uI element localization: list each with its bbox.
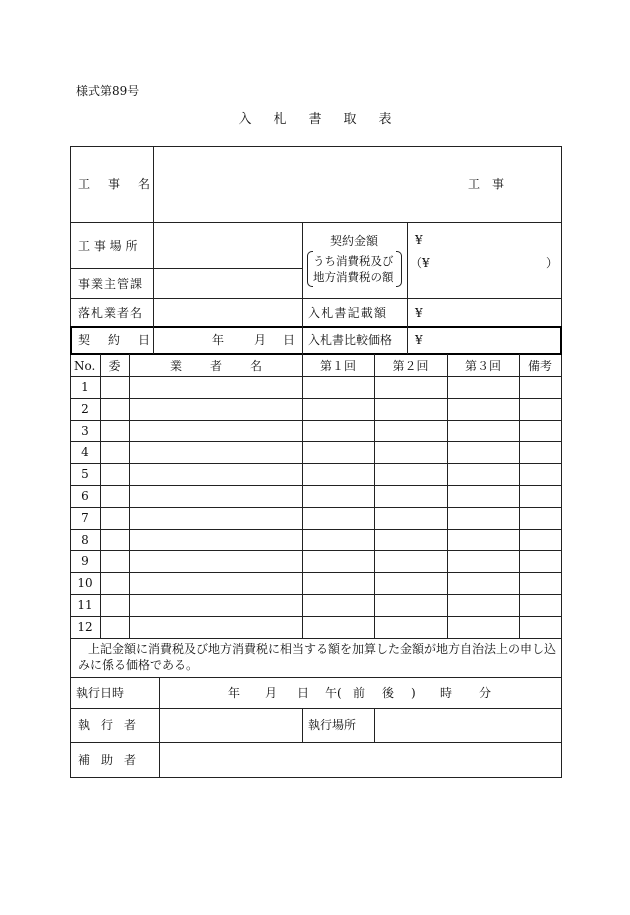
table-row-line bbox=[70, 398, 562, 399]
table-row-number: 2 bbox=[81, 401, 89, 416]
label-char: 執 bbox=[78, 718, 91, 732]
vline-commission bbox=[129, 354, 130, 638]
title-char: 書 bbox=[308, 112, 322, 127]
vline-round1 bbox=[374, 354, 375, 638]
header-round3: 第３回 bbox=[464, 359, 501, 373]
vline-company bbox=[302, 354, 303, 638]
frame-left bbox=[70, 146, 71, 778]
table-row-number: 4 bbox=[81, 445, 89, 460]
table-row-number: 1 bbox=[81, 380, 89, 394]
tax-paren-open: （¥ bbox=[410, 256, 430, 270]
table-row-line bbox=[70, 485, 562, 486]
vline-round3 bbox=[519, 354, 520, 638]
header-no: No. bbox=[74, 359, 96, 373]
label-compare-price: 入札書比較価格 bbox=[308, 333, 393, 347]
note-text bbox=[78, 641, 560, 673]
label-char: 者 bbox=[123, 718, 136, 732]
datetime-part: 月 bbox=[265, 686, 278, 700]
vline-round2 bbox=[447, 354, 448, 638]
table-row-line bbox=[70, 420, 562, 421]
table-row-line bbox=[70, 529, 562, 530]
header-round2: 第２回 bbox=[392, 359, 429, 373]
label-char: 行 bbox=[100, 718, 113, 732]
table-row-line bbox=[70, 616, 562, 617]
title-char: 札 bbox=[273, 112, 287, 127]
form-title bbox=[0, 108, 630, 127]
table-row-number: 11 bbox=[77, 598, 93, 612]
label-char: 契 bbox=[78, 333, 91, 347]
table-row-line bbox=[70, 572, 562, 573]
table-row-line bbox=[70, 550, 562, 551]
label-exec-datetime: 執行日時 bbox=[76, 686, 125, 700]
datetime-part: 年 bbox=[228, 686, 241, 700]
note-line1: 上記金額に消費税及び地方消費税に相当する額を加算した金額が地方自治法上の申し込 bbox=[88, 642, 557, 656]
tax-bracket-right bbox=[396, 251, 402, 287]
thick-bottom bbox=[70, 353, 562, 355]
thick-left bbox=[70, 326, 72, 355]
frame-right bbox=[561, 146, 562, 778]
vline-amount bbox=[407, 222, 408, 354]
line-note-bottom bbox=[70, 677, 562, 678]
vline-no bbox=[100, 354, 101, 638]
bid-amount-yen: ¥ bbox=[415, 306, 423, 320]
line-dept-bottom bbox=[70, 298, 562, 299]
table-row-line bbox=[70, 441, 562, 442]
table-row-number: 6 bbox=[81, 489, 89, 503]
datetime-part: 前 bbox=[353, 686, 366, 700]
vline-label-col bbox=[153, 146, 154, 354]
label-contract-date bbox=[78, 333, 150, 347]
table-row-number: 12 bbox=[77, 619, 93, 634]
header-company bbox=[170, 359, 262, 373]
label-char: 日 bbox=[137, 333, 150, 347]
datetime-part: 分 bbox=[479, 686, 492, 700]
label-dept: 事業主管課 bbox=[78, 277, 144, 291]
table-row-number: 7 bbox=[81, 510, 89, 525]
label-char: 名 bbox=[249, 359, 262, 373]
label-winner: 落札業者名 bbox=[78, 306, 144, 320]
vline-footer-label bbox=[159, 677, 160, 777]
label-char: 約 bbox=[107, 333, 120, 347]
vline-place-value bbox=[374, 708, 375, 742]
table-row-line bbox=[70, 507, 562, 508]
table-row-number: 9 bbox=[81, 554, 89, 569]
label-bid-amount: 入札書記載額 bbox=[308, 306, 388, 320]
table-row-number: 10 bbox=[77, 576, 93, 591]
tax-label-line1: うち消費税及び bbox=[313, 254, 394, 268]
label-executor bbox=[78, 718, 136, 732]
frame-bottom bbox=[70, 777, 562, 778]
frame-top bbox=[70, 146, 562, 147]
label-char: 者 bbox=[123, 753, 136, 767]
label-assistant bbox=[78, 753, 136, 767]
line-work-bottom bbox=[70, 222, 562, 223]
line-site-bottom bbox=[70, 268, 302, 269]
table-row-line bbox=[70, 638, 562, 639]
table-row-number: 5 bbox=[81, 467, 89, 482]
date-month: 月 bbox=[254, 333, 267, 347]
label-char: 名 bbox=[137, 177, 150, 191]
label-site: 工 事 場 所 bbox=[78, 239, 138, 253]
line-executor-bottom bbox=[70, 742, 562, 743]
vline-place bbox=[302, 708, 303, 742]
datetime-part: 日 bbox=[297, 686, 310, 700]
table-row-line bbox=[70, 463, 562, 464]
label-work-name bbox=[78, 177, 150, 191]
note-line2: みに係る価格である。 bbox=[78, 658, 199, 672]
datetime-part: ) bbox=[411, 686, 416, 700]
thick-right bbox=[560, 326, 562, 355]
date-year: 年 bbox=[212, 333, 225, 347]
label-char: 助 bbox=[100, 753, 113, 767]
label-exec-place: 執行場所 bbox=[308, 718, 357, 732]
header-round1: 第１回 bbox=[319, 359, 356, 373]
label-char: 業 bbox=[170, 359, 183, 373]
datetime-part: 時 bbox=[440, 686, 453, 700]
label-char: 補 bbox=[78, 753, 91, 767]
thick-top bbox=[70, 326, 562, 328]
vline-mid bbox=[302, 222, 303, 354]
form-number: 様式第89号 bbox=[76, 84, 140, 98]
datetime-part: 午( bbox=[325, 686, 342, 700]
label-char: 事 bbox=[107, 177, 120, 191]
table-row-line bbox=[70, 594, 562, 595]
label-char: 工 bbox=[78, 177, 91, 191]
line-table-header bbox=[70, 376, 562, 377]
header-remarks: 備考 bbox=[527, 359, 552, 373]
label-contract-amount: 契約金額 bbox=[330, 234, 379, 248]
bid-record-sheet bbox=[70, 146, 562, 777]
table-row-number: 8 bbox=[81, 532, 89, 547]
title-char: 取 bbox=[343, 112, 357, 127]
tax-label-line2: 地方消費税の額 bbox=[313, 270, 394, 284]
tax-paren-close: ） bbox=[546, 256, 559, 270]
datetime-part: 後 bbox=[382, 686, 395, 700]
contract-amount-yen: ¥ bbox=[415, 233, 423, 247]
title-char: 表 bbox=[378, 112, 392, 127]
work-suffix: 工 事 bbox=[468, 177, 505, 191]
compare-price-yen: ¥ bbox=[415, 333, 423, 347]
date-day: 日 bbox=[283, 333, 296, 347]
title-char: 入 bbox=[238, 112, 252, 127]
header-commission: 委 bbox=[108, 359, 121, 373]
table-row-number: 3 bbox=[81, 423, 89, 438]
label-char: 者 bbox=[209, 359, 222, 373]
line-exec-bottom bbox=[70, 708, 562, 709]
